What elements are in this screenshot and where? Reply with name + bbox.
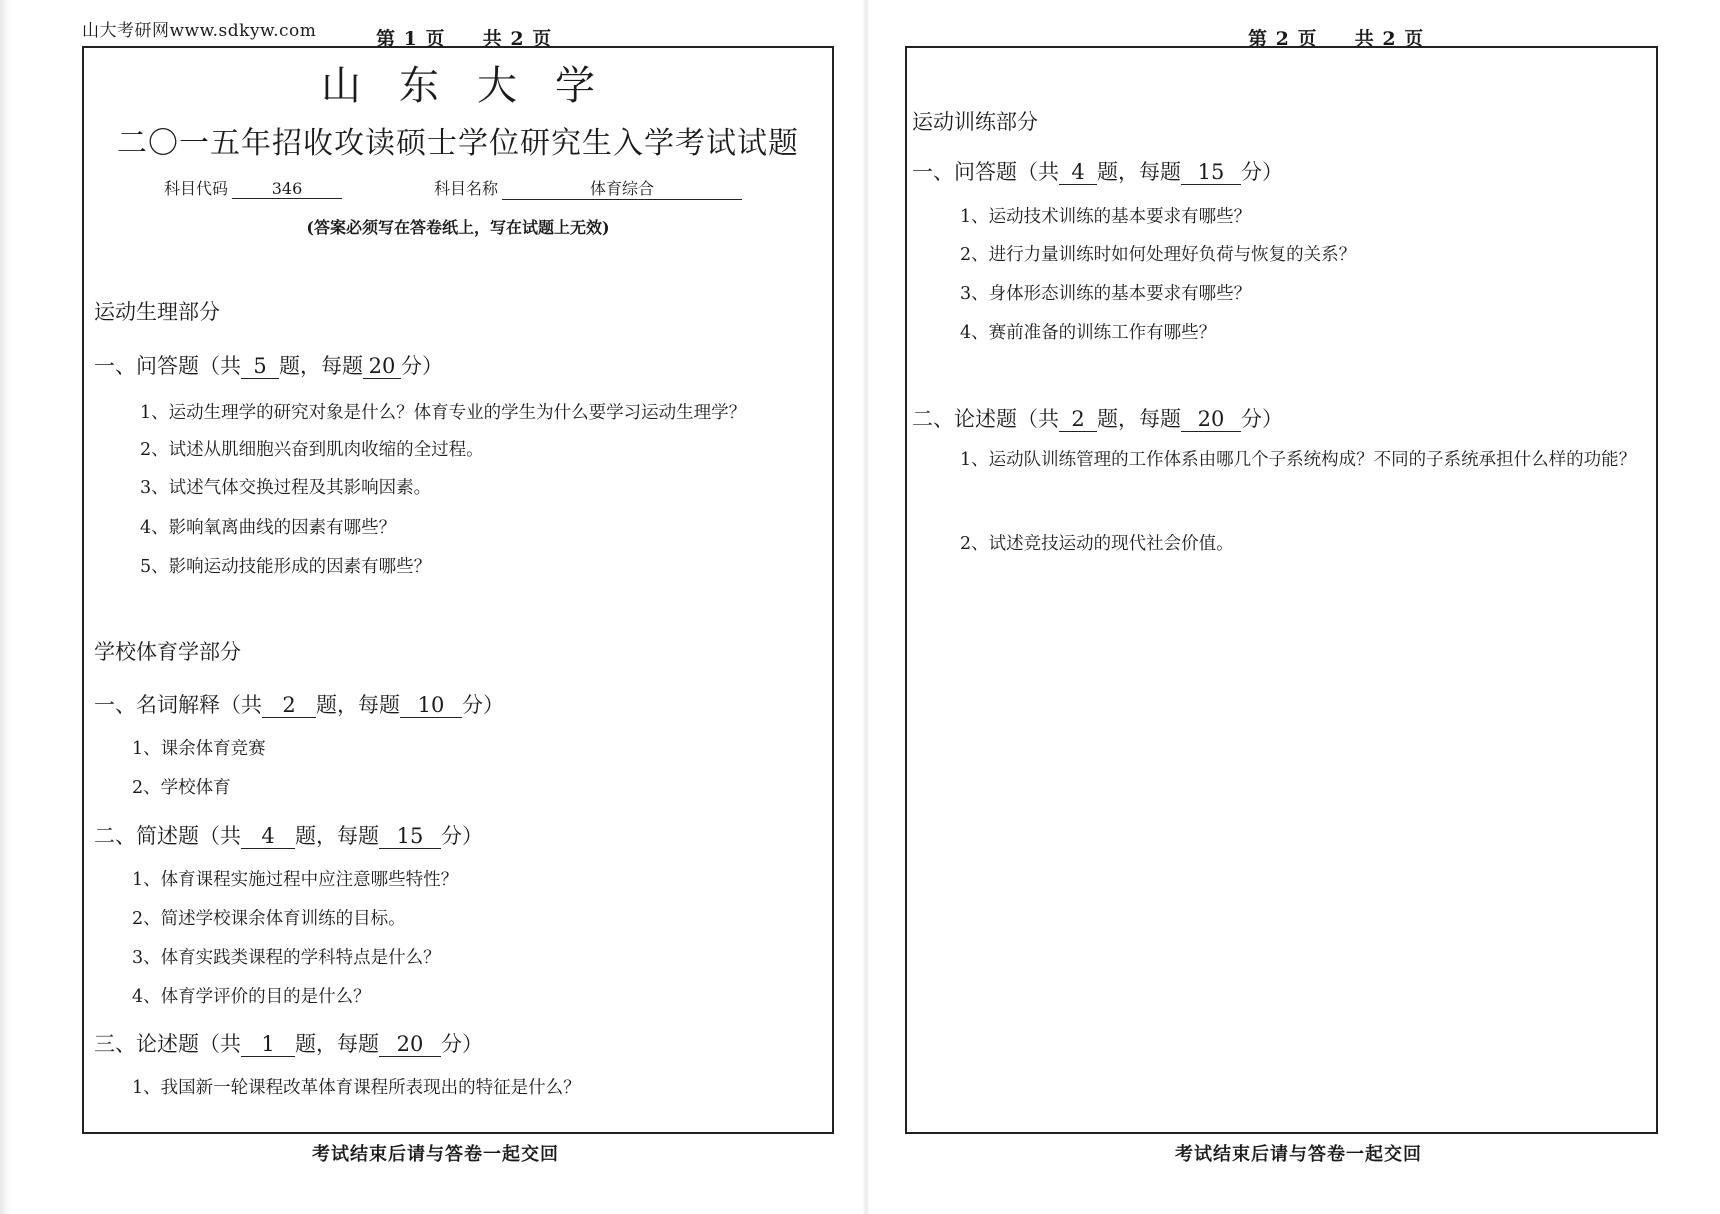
subject-name-label: 科目名称 <box>434 179 499 198</box>
question-item: 3、身体形态训练的基本要求有哪些？ <box>960 284 1252 304</box>
subject-name-value: 体育综合 <box>502 176 742 200</box>
question-count: 2 <box>1059 407 1097 432</box>
label-ti: 题，每题 <box>316 693 400 717</box>
question-type: 一、问答题（ <box>94 354 220 378</box>
page-number-total: 2 <box>1382 28 1397 50</box>
page-number-ye: 页 <box>1404 28 1425 50</box>
question-heading <box>94 1028 483 1058</box>
question-item: 5、影响运动技能形成的因素有哪些？ <box>140 557 432 577</box>
question-heading <box>912 156 1283 186</box>
page-number-total: 2 <box>510 28 525 50</box>
page-number-di: 第 <box>376 28 397 50</box>
label-gong: 共 <box>1038 407 1059 431</box>
question-item: 1、课余体育竞赛 <box>132 739 266 759</box>
points-each: 15 <box>1181 160 1241 185</box>
question-item: 1、体育课程实施过程中应注意哪些特性？ <box>132 870 459 890</box>
question-type: 三、论述题（ <box>94 1032 220 1056</box>
question-item: 2、学校体育 <box>132 778 231 798</box>
university-name: 山东大学 <box>321 63 633 109</box>
answer-notice: (答案必须写在答卷纸上，写在试题上无效) <box>306 218 610 237</box>
label-ti: 题，每题 <box>295 824 379 848</box>
points-each: 10 <box>400 693 462 718</box>
question-count: 2 <box>262 693 316 718</box>
label-fen: 分） <box>1241 407 1283 431</box>
question-item: 4、赛前准备的训练工作有哪些？ <box>960 323 1217 343</box>
question-type: 二、论述题（ <box>912 407 1038 431</box>
question-count: 5 <box>241 354 279 379</box>
exam-title: 二〇一五年招收攻读硕士学位研究生入学考试试题 <box>117 126 799 161</box>
page-1-border <box>82 46 834 1134</box>
page-number-gong: 共 <box>1354 28 1375 50</box>
points-each: 20 <box>363 354 401 379</box>
subject-code <box>164 176 342 199</box>
label-fen: 分） <box>441 824 483 848</box>
question-item: 4、影响氧离曲线的因素有哪些？ <box>140 518 397 538</box>
points-each: 20 <box>1181 407 1241 432</box>
subject-code-value: 346 <box>232 179 342 199</box>
label-gong: 共 <box>220 824 241 848</box>
question-item: 1、运动队训练管理的工作体系由哪几个子系统构成？不同的子系统承担什么样的功能？ <box>960 450 1637 470</box>
question-item: 1、我国新一轮课程改革体育课程所表现出的特征是什么？ <box>132 1078 581 1098</box>
page-number-ye: 页 <box>1297 28 1318 50</box>
question-count: 1 <box>241 1032 295 1057</box>
question-item: 3、试述气体交换过程及其影响因素。 <box>140 478 432 498</box>
label-fen: 分） <box>1241 160 1283 184</box>
label-gong: 共 <box>220 1032 241 1056</box>
label-ti: 题，每题 <box>279 354 363 378</box>
label-fen: 分） <box>441 1032 483 1056</box>
label-fen: 分） <box>462 693 504 717</box>
label-fen: 分） <box>401 354 443 378</box>
question-item: 2、试述竞技运动的现代社会价值。 <box>960 534 1234 554</box>
page-1-footer: 考试结束后请与答卷一起交回 <box>312 1144 559 1165</box>
question-item: 2、试述从肌细胞兴奋到肌肉收缩的全过程。 <box>140 440 484 460</box>
question-heading <box>94 350 443 380</box>
section-title: 运动生理部分 <box>94 300 220 324</box>
page-number-gong: 共 <box>482 28 503 50</box>
question-type: 二、简述题（ <box>94 824 220 848</box>
question-item: 1、运动技术训练的基本要求有哪些？ <box>960 207 1252 227</box>
subject-name <box>434 176 742 200</box>
page-2-footer: 考试结束后请与答卷一起交回 <box>1175 1144 1422 1165</box>
subject-code-label: 科目代码 <box>164 179 229 198</box>
label-gong: 共 <box>1038 160 1059 184</box>
page-number-current: 1 <box>403 28 418 50</box>
question-count: 4 <box>1059 160 1097 185</box>
question-item: 3、体育实践类课程的学科特点是什么？ <box>132 948 441 968</box>
label-gong: 共 <box>220 354 241 378</box>
question-item: 2、简述学校课余体育训练的目标。 <box>132 909 406 929</box>
site-watermark: 山大考研网www.sdkyw.com <box>82 21 317 41</box>
section-title: 学校体育学部分 <box>94 640 241 664</box>
question-count: 4 <box>241 824 295 849</box>
page-number-ye: 页 <box>425 28 446 50</box>
question-item: 2、进行力量训练时如何处理好负荷与恢复的关系？ <box>960 245 1357 265</box>
section-title: 运动训练部分 <box>912 110 1038 134</box>
question-type: 一、问答题（ <box>912 160 1038 184</box>
question-heading <box>912 403 1283 433</box>
page-number-current: 2 <box>1275 28 1290 50</box>
points-each: 15 <box>379 824 441 849</box>
question-heading <box>94 820 483 850</box>
label-ti: 题，每题 <box>1097 160 1181 184</box>
label-ti: 题，每题 <box>295 1032 379 1056</box>
scan-shadow <box>0 0 10 1214</box>
page-number-di: 第 <box>1248 28 1269 50</box>
page-gutter <box>862 0 870 1214</box>
label-gong: 共 <box>241 693 262 717</box>
label-ti: 题，每题 <box>1097 407 1181 431</box>
question-type: 一、名词解释（ <box>94 693 241 717</box>
points-each: 20 <box>379 1032 441 1057</box>
question-item: 4、体育学评价的目的是什么？ <box>132 987 371 1007</box>
page-number-ye: 页 <box>532 28 553 50</box>
question-item: 1、运动生理学的研究对象是什么？体育专业的学生为什么要学习运动生理学？ <box>140 403 747 423</box>
question-heading <box>94 689 504 719</box>
